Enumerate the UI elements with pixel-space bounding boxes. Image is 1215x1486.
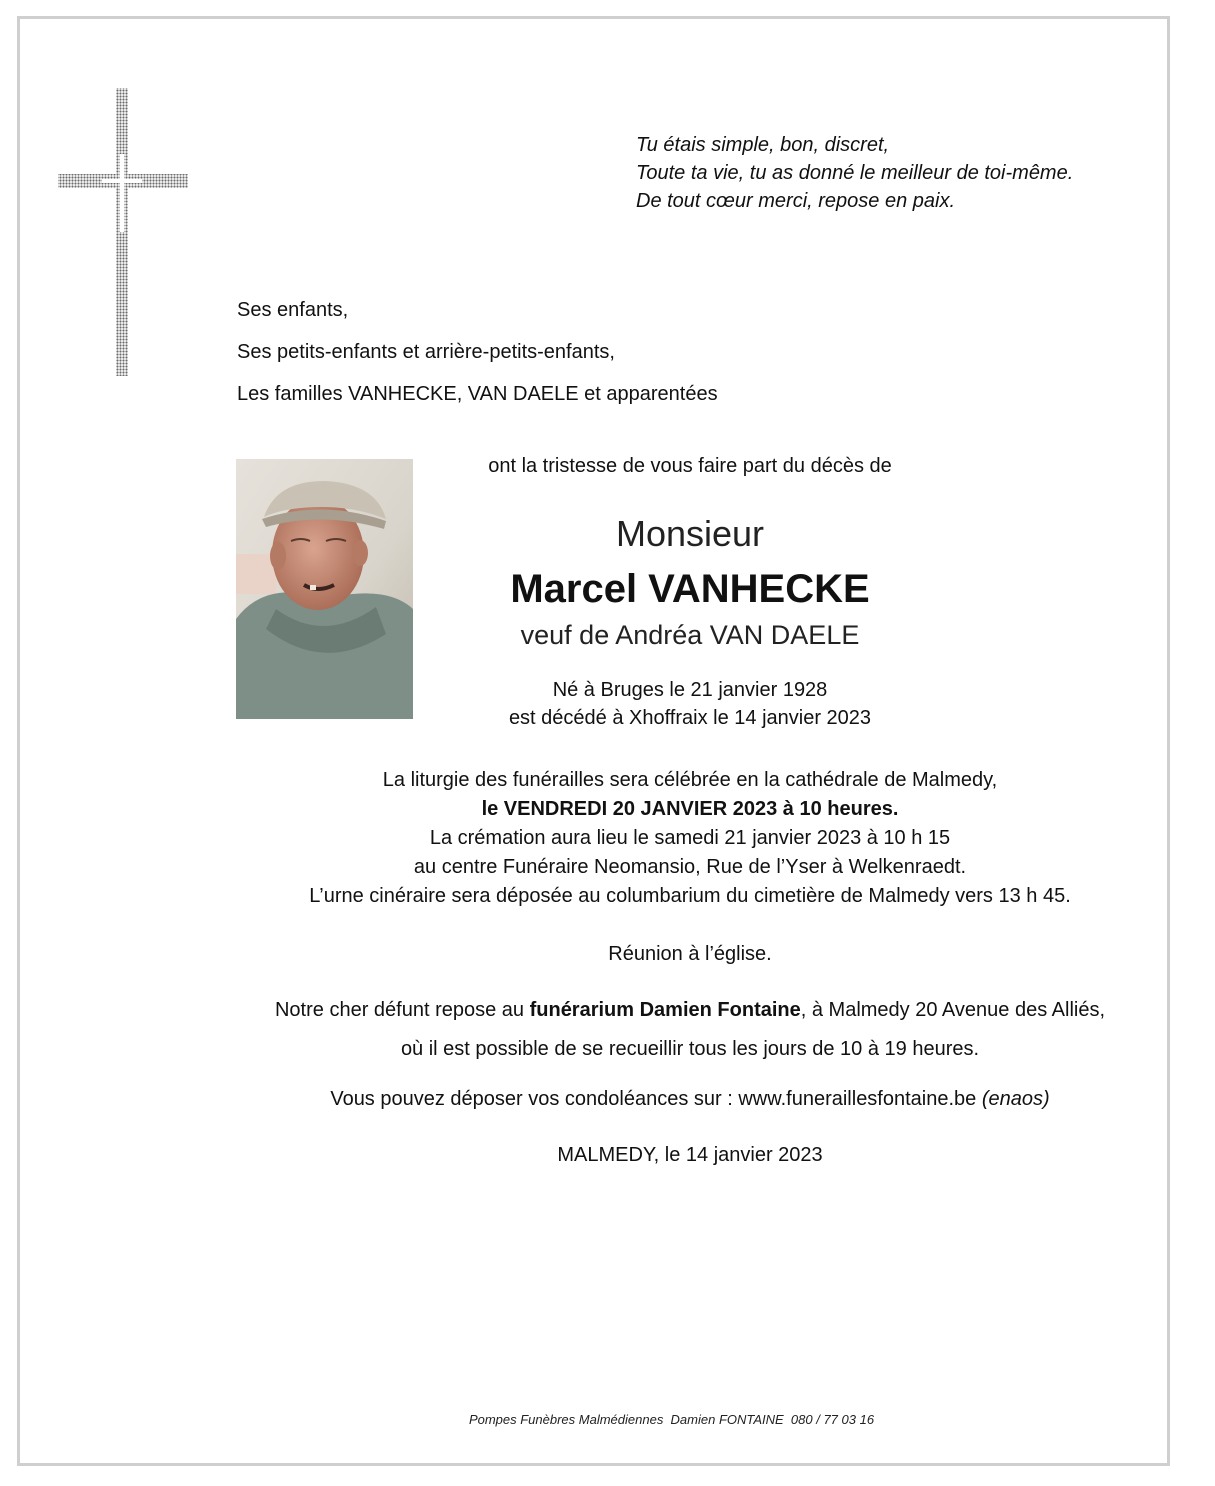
condolences-note: (enaos): [981, 1088, 1050, 1110]
place-date: MALMEDY, le 14 janvier 2023: [557, 1144, 823, 1166]
funerarium-prefix: Notre cher défunt repose au: [274, 999, 530, 1021]
poem: [636, 131, 1073, 215]
funerarium-info: [190, 996, 1190, 1064]
ceremony-date: le VENDREDI 20 JANVIER 2023 à 10 heures.: [481, 798, 899, 820]
family-line: Les familles VANHECKE, VAN DAELE et apparentées: [237, 383, 718, 405]
ceremony-line: au centre Funéraire Neomansio, Rue de l’Yser à Welkenraedt.: [413, 856, 967, 878]
family-line: Ses enfants,: [237, 299, 349, 321]
funerarium-name: funérarium Damien Fontaine: [529, 999, 801, 1021]
reunion-note: Réunion à l’église.: [608, 943, 772, 965]
condolences-text: Vous pouvez déposer vos condoléances sur : www.funeraillesfontaine.be: [330, 1088, 982, 1110]
poem-line: Tu étais simple, bon, discret,: [636, 134, 890, 156]
announcement: ont la tristesse de vous faire part du décès de: [488, 455, 892, 477]
deceased-name: Marcel VANHECKE: [510, 567, 870, 611]
widow-of: veuf de Andréa VAN DAELE: [520, 620, 860, 650]
cross-icon: [56, 86, 190, 378]
ceremony-line: L’urne cinéraire sera déposée au columbarium du cimetière de Malmedy vers 13 h 45.: [309, 885, 1071, 907]
funerarium-suffix: , à Malmedy 20 Avenue des Alliés,: [800, 999, 1106, 1021]
family-list: [237, 296, 718, 422]
ceremony-line: La liturgie des funérailles sera célébrée en la cathédrale de Malmedy,: [382, 769, 998, 791]
deceased-title: Monsieur: [615, 513, 765, 554]
death-info: est décédé à Xhoffraix le 14 janvier 2023: [508, 707, 872, 729]
poem-line: De tout cœur merci, repose en paix.: [636, 190, 956, 212]
birth-info: Né à Bruges le 21 janvier 1928: [552, 679, 828, 701]
poem-line: Toute ta vie, tu as donné le meilleur de toi-même.: [636, 162, 1074, 184]
visiting-hours: où il est possible de se recueillir tous les jours de 10 à 19 heures.: [400, 1038, 980, 1060]
condolences: [190, 1085, 1190, 1113]
family-line: Ses petits-enfants et arrière-petits-enfants,: [237, 341, 615, 363]
ceremony-line: La crémation aura lieu le samedi 21 janvier 2023 à 10 h 15: [429, 827, 951, 849]
footer-funeral-home: Pompes Funèbres Malmédiennes Damien FONTAINE 080 / 77 03 16: [468, 1412, 875, 1427]
ceremony-info: [190, 766, 1190, 911]
